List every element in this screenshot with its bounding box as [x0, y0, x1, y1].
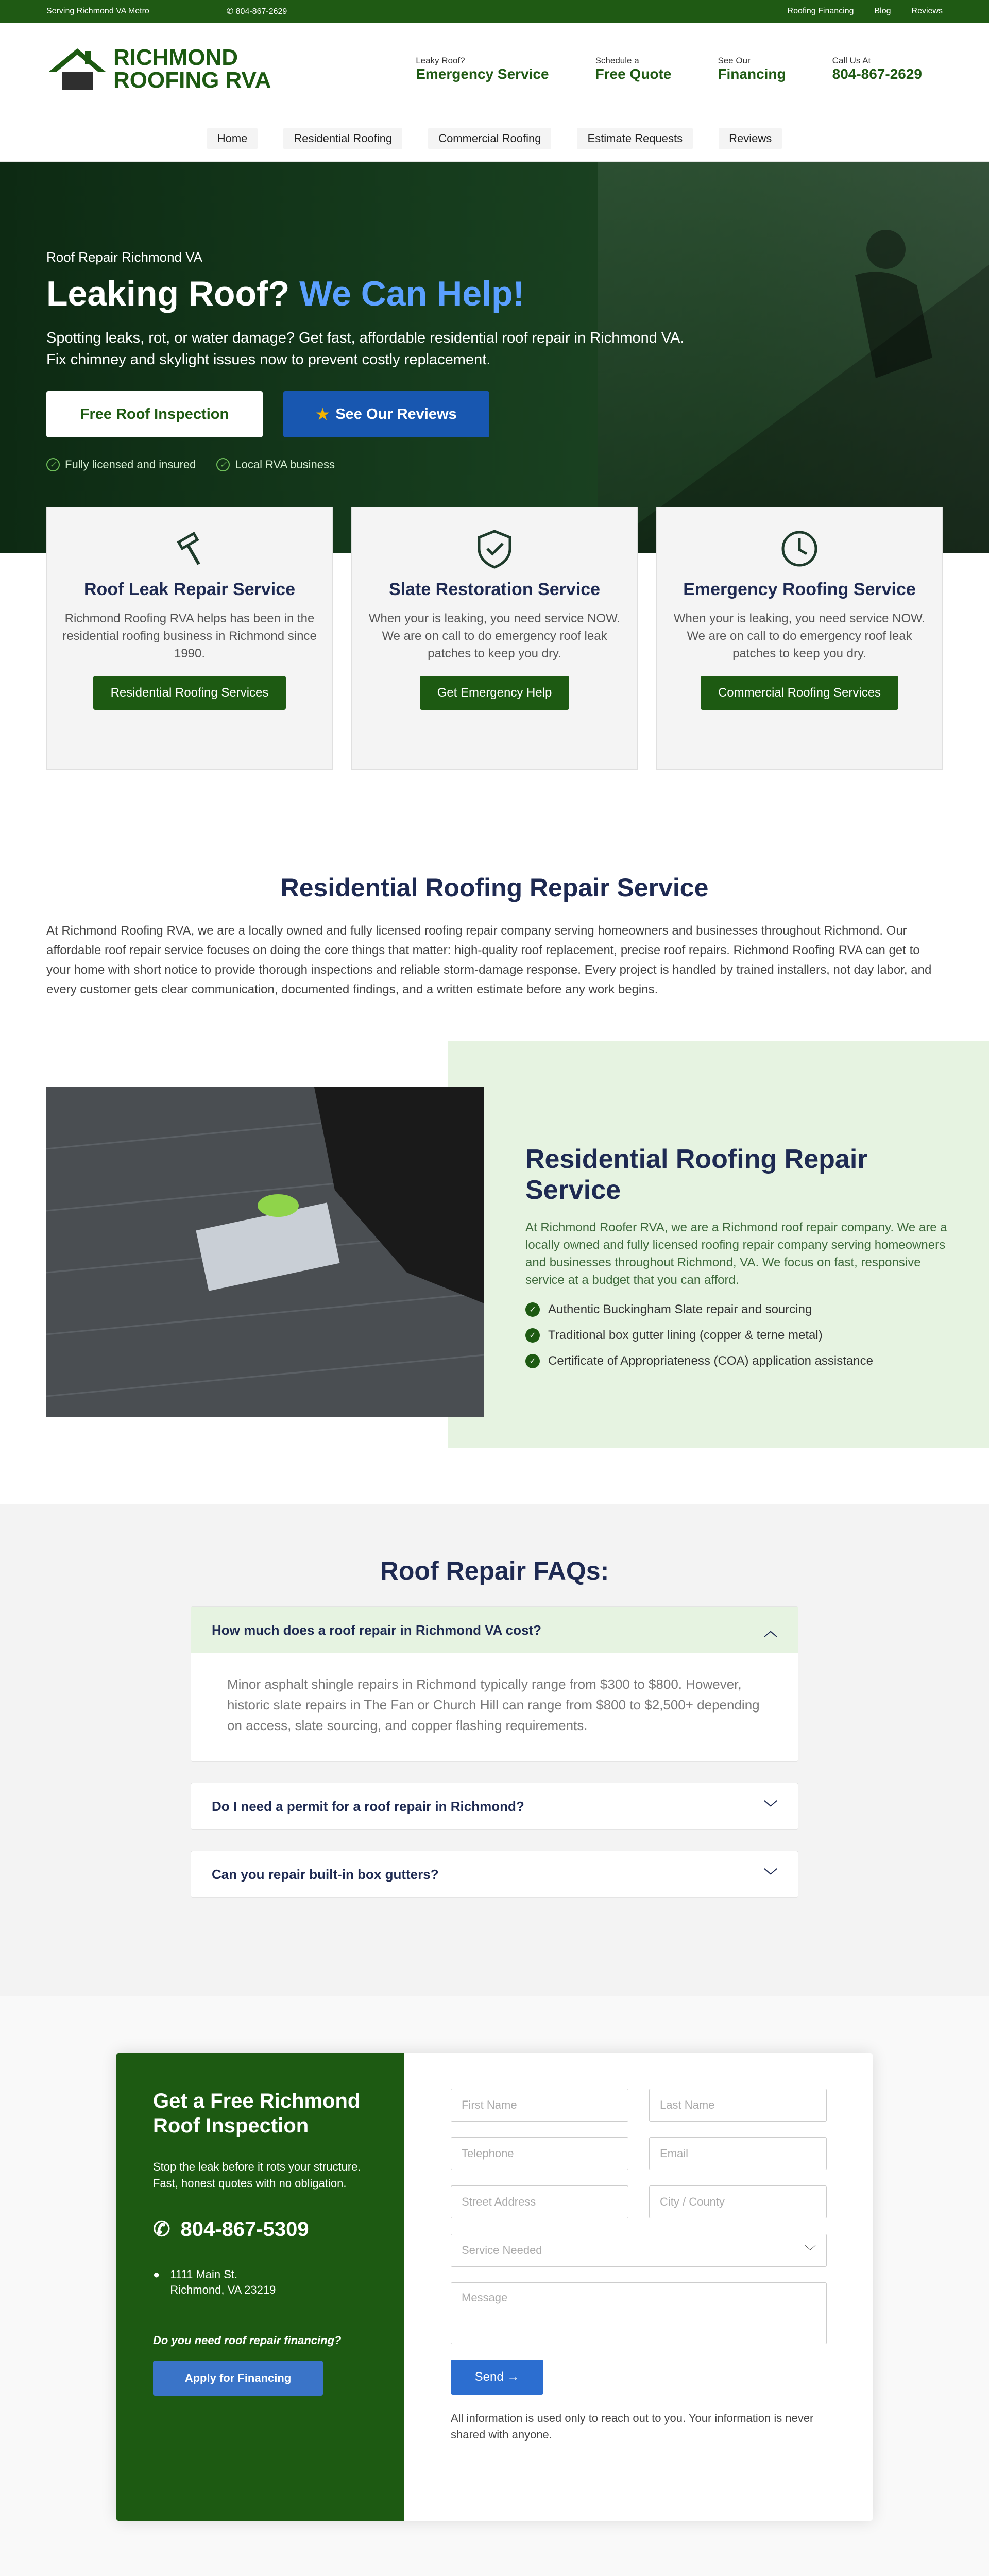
card-title: Slate Restoration Service: [388, 580, 601, 599]
split-item: ✓ Certificate of Appropriateness (COA) application assistance: [525, 1354, 948, 1368]
chevron-down-icon: ﹀: [763, 1799, 777, 1815]
privacy-note: All information is used only to reach out to you. Your information is never shared with anyone.: [451, 2412, 814, 2441]
roofer-at-work-photo: [46, 1087, 484, 1417]
house-roof-icon: [46, 43, 108, 95]
residential-services-button[interactable]: Residential Roofing Services: [93, 676, 286, 710]
nav-item-home[interactable]: Home: [207, 128, 258, 149]
service-card: [46, 507, 333, 770]
faq-question[interactable]: Do I need a permit for a roof repair in Richmond? ﹀: [191, 1783, 798, 1829]
top-bar: [0, 0, 989, 23]
send-button[interactable]: Send →: [451, 2360, 543, 2395]
faq-section: [0, 1504, 989, 1996]
city-field[interactable]: City / County: [649, 2185, 827, 2218]
faq-item: [191, 1851, 798, 1898]
service-card: [351, 507, 638, 770]
chevron-up-icon: ︿: [763, 1623, 777, 1639]
service-cards: [0, 553, 989, 842]
telephone-field[interactable]: Telephone: [451, 2137, 628, 2170]
nav-item-residential[interactable]: Residential Roofing: [283, 128, 402, 149]
check-icon: ✓: [216, 458, 230, 471]
hero-check-licensed: ✓ Fully licensed and insured: [46, 458, 196, 471]
card-body: When your is leaking, you need service NOW. We are on call to do emergency roof leak patches to keep you dry.: [673, 612, 926, 660]
see-reviews-button[interactable]: ★ See Our Reviews: [283, 391, 489, 437]
nav-item-commercial[interactable]: Commercial Roofing: [428, 128, 551, 149]
header-cta-emergency[interactable]: Leaky Roof? Emergency Service: [416, 56, 549, 82]
hero-check-local: ✓ Local RVA business: [216, 458, 335, 471]
header-cta-phone[interactable]: Call Us At 804-867-2629: [832, 56, 922, 82]
check-icon: ✓: [525, 1302, 540, 1317]
chevron-down-icon: ﹀: [804, 2244, 816, 2258]
header-cta-quote[interactable]: Schedule a Free Quote: [595, 56, 672, 82]
last-name-field[interactable]: Last Name: [649, 2089, 827, 2122]
check-icon: ✓: [525, 1328, 540, 1343]
top-link-reviews[interactable]: Reviews: [911, 7, 943, 15]
street-field[interactable]: Street Address: [451, 2185, 628, 2218]
contact-phone[interactable]: ✆ 804-867-5309: [153, 2217, 309, 2241]
faq-question[interactable]: How much does a roof repair in Richmond VA cost? ︿: [191, 1607, 798, 1653]
site-logo[interactable]: [46, 43, 271, 95]
message-field[interactable]: Message: [451, 2282, 827, 2344]
card-body: When your is leaking, you need service NOW. We are on call to do emergency roof leak patches to keep you dry.: [368, 612, 621, 660]
top-link-financing[interactable]: Roofing Financing: [787, 7, 854, 15]
shield-check-icon: [474, 528, 515, 569]
contact-address: ● 1111 Main St. Richmond, VA 23219: [153, 2267, 367, 2298]
email-field[interactable]: Email: [649, 2137, 827, 2170]
faq-answer: Minor asphalt shingle repairs in Richmond typically range from $300 to $800. However, historic slate repairs in The Fan or Church Hill can range from $800 to $2,500+ depending on access, slate sourcing, and copper flashing requirements.: [227, 1676, 760, 1733]
faq-item: [191, 1783, 798, 1830]
header-cta-financing[interactable]: See Our Financing: [718, 56, 786, 82]
split-item: ✓ Authentic Buckingham Slate repair and sourcing: [525, 1302, 948, 1317]
financing-question: Do you need roof repair financing?: [153, 2334, 342, 2347]
hammer-icon: [169, 528, 210, 569]
service-area: Serving Richmond VA Metro: [46, 7, 149, 15]
logo-line2: ROOFING RVA: [113, 67, 271, 93]
service-card: [656, 507, 943, 770]
header: [0, 23, 989, 115]
card-body: Richmond Roofing RVA helps has been in the residential roofing business in Richmond since 1990.: [62, 612, 317, 660]
arrow-right-icon: →: [507, 2370, 520, 2384]
intro-section: [0, 842, 989, 1020]
commercial-services-button[interactable]: Commercial Roofing Services: [701, 676, 898, 710]
hero-title: Leaking Roof? We Can Help!: [46, 274, 525, 313]
nav-item-reviews[interactable]: Reviews: [719, 128, 782, 149]
hero-body: Spotting leaks, rot, or water damage? Get fast, affordable residential roof repair in Richmond VA. Fix chimney and skylight issues now to prevent costly replacement.: [46, 330, 685, 368]
main-nav: [0, 115, 989, 162]
check-icon: ✓: [46, 458, 60, 471]
card-title: Roof Leak Repair Service: [83, 580, 296, 599]
nav-item-estimate[interactable]: Estimate Requests: [577, 128, 693, 149]
logo-line1: RICHMOND: [113, 45, 238, 70]
hero-kicker: Roof Repair Richmond VA: [46, 249, 202, 265]
contact-body: Stop the leak before it rots your structure. Fast, honest quotes with no obligation.: [153, 2160, 361, 2190]
intro-title: Residential Roofing Repair Service: [280, 873, 709, 902]
card-title: Emergency Roofing Service: [683, 580, 916, 599]
split-body: At Richmond Roofer RVA, we are a Richmond roof repair company. We are a locally owned and fully licensed roofing repair company serving homeowners and businesses throughout Richmond, VA. We focus on fast, responsive service at a budget that you can afford.: [525, 1221, 947, 1287]
apply-financing-button[interactable]: Apply for Financing: [153, 2361, 323, 2396]
contact-section: [0, 1996, 989, 2576]
split-item: ✓ Traditional box gutter lining (copper & terne metal): [525, 1328, 948, 1343]
star-icon: ★: [316, 406, 330, 423]
hero: [0, 162, 989, 553]
service-select[interactable]: Service Needed ﹀: [451, 2234, 827, 2267]
faq-title: Roof Repair FAQs:: [380, 1556, 609, 1585]
top-phone-link[interactable]: ✆ 804-867-2629: [226, 7, 287, 16]
free-inspection-button[interactable]: Free Roof Inspection: [46, 391, 263, 437]
check-icon: ✓: [525, 1354, 540, 1368]
phone-icon: ✆: [153, 2218, 170, 2241]
top-link-blog[interactable]: Blog: [874, 7, 891, 15]
emergency-help-button[interactable]: Get Emergency Help: [420, 676, 570, 710]
intro-body: At Richmond Roofing RVA, we are a locally owned and fully licensed roofing repair company serving homeowners and businesses throughout Richmond. Our affordable roof repair service focuses on doing the core things that matter: high-quality roof replacement, precise roof repairs. Richmond Roofing RVA can get to your home with short notice to provide thorough inspections and reliable storm-damage response. Every project is handled by trained installers, not day labor, and every customer gets clear communication, documented findings, and a written estimate before any work begins.: [46, 924, 932, 996]
chevron-down-icon: ﹀: [763, 1867, 777, 1883]
split-title: Residential Roofing Repair Service: [525, 1144, 868, 1205]
repair-split-section: [0, 1041, 989, 1448]
first-name-field[interactable]: First Name: [451, 2089, 628, 2122]
faq-item: [191, 1606, 798, 1762]
contact-title: Get a Free Richmond Roof Inspection: [153, 2090, 361, 2137]
location-pin-icon: ●: [153, 2268, 160, 2281]
faq-question[interactable]: Can you repair built-in box gutters? ﹀: [191, 1851, 798, 1897]
clock-icon: [779, 528, 820, 569]
